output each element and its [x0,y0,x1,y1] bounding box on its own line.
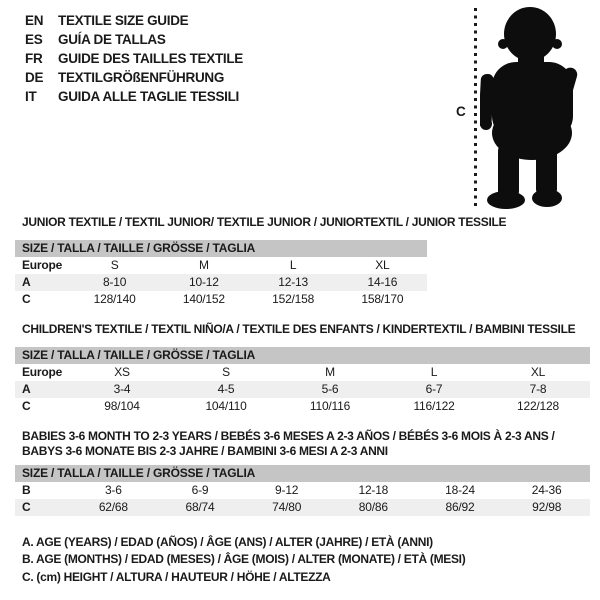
table-cell: 24-36 [531,483,562,497]
table-cell: S [222,365,230,379]
language-label: TEXTILGRÖßENFÜHRUNG [58,70,225,85]
table-cell: 104/110 [205,399,247,413]
junior-textile-table [15,215,507,308]
language-row [25,49,243,68]
babies-textile-table [15,429,590,516]
table-cell: 158/170 [361,292,404,306]
language-title-list [25,11,243,106]
row-label: C [22,500,31,514]
language-code: ES [25,32,43,47]
footnote: C. (cm) HEIGHT / ALTURA / HAUTEUR / HÖHE / ALTEZZA [22,569,331,584]
table-cell: 86/92 [445,500,475,514]
table-header-bar: SIZE / TALLA / TAILLE / GRÖSSE / TAGLIA [15,465,590,482]
footnote: B. AGE (MONTHS) / EDAD (MESES) / ÂGE (MOIS) / ALTER (MONATE) / ETÀ (MESI) [22,552,466,567]
table-title-line: BABYS 3-6 MONATE BIS 2-3 JAHRE / BAMBINI 3-6 MESI A 2-3 ANNI [22,444,388,458]
table-cell: XL [375,258,390,272]
table-cell: L [289,258,297,272]
table-cell: 3-4 [113,382,131,396]
table-row [15,398,590,415]
table-title-line: CHILDREN'S TEXTILE / TEXTIL NIÑO/A / TEXTILE DES ENFANTS / KINDERTEXTIL / BAMBINI TESSILE [22,322,576,336]
language-label: GUÍA DE TALLAS [58,32,166,47]
table-cell: XS [114,365,130,379]
row-label: Europe [22,365,63,379]
footnote: A. AGE (YEARS) / EDAD (AÑOS) / ÂGE (ANS) / ALTER (JAHRE) / ETÀ (ANNI) [22,535,433,549]
table-cell: L [430,365,438,379]
table-body [15,257,427,308]
row-label: A [22,382,31,396]
table-title [22,429,590,459]
table-title [22,215,507,230]
table-cell: 6-9 [191,483,209,497]
language-row [25,68,243,87]
language-label: GUIDA ALLE TAGLIE TESSILI [58,89,239,104]
language-code: FR [25,51,43,66]
table-body [15,364,590,415]
row-label: A [22,275,31,289]
table-cell: 6-7 [425,382,443,396]
language-code: DE [25,70,44,85]
table-cell: 12-13 [278,275,308,289]
table-cell: 80/86 [358,500,388,514]
table-row [15,274,427,291]
table-cell: 128/140 [93,292,136,306]
table-row [15,364,590,381]
language-label: GUIDE DES TAILLES TEXTILE [58,51,244,66]
table-cell: 122/128 [517,399,559,413]
row-label: B [22,483,31,497]
height-label-c: C [456,104,466,119]
language-code: IT [25,89,37,104]
table-cell: 140/152 [182,292,225,306]
table-title-line: JUNIOR TEXTILE / TEXTIL JUNIOR/ TEXTILE JUNIOR / JUNIORTEXTIL / JUNIOR TESSILE [22,215,507,229]
table-cell: 4-5 [217,382,235,396]
baby-silhouette [480,2,598,210]
language-row [25,11,243,30]
table-cell: M [198,258,209,272]
table-body [15,482,590,516]
table-header-bar: SIZE / TALLA / TAILLE / GRÖSSE / TAGLIA [15,240,427,257]
table-cell: 12-18 [358,483,389,497]
table-cell: 9-12 [275,483,299,497]
childrens-textile-table [15,322,590,415]
table-cell: 116/122 [413,399,455,413]
table-cell: M [325,365,335,379]
table-cell: 18-24 [445,483,475,497]
language-code: EN [25,13,44,28]
table-title-line: BABIES 3-6 MONTH TO 2-3 YEARS / BEBÉS 3-6 MESES A 2-3 AÑOS / BÉBÉS 3-6 MOIS À 2-3 ANS / [22,429,555,443]
table-row [15,257,427,274]
table-cell: 8-10 [103,275,127,289]
table-cell: 7-8 [529,382,547,396]
table-row [15,381,590,398]
row-label: C [22,399,31,413]
table-cell: S [110,258,119,272]
language-label: TEXTILE SIZE GUIDE [58,13,189,28]
table-row [15,482,590,499]
language-row [25,30,243,49]
table-cell: 10-12 [189,275,219,289]
table-cell: 92/98 [532,500,562,514]
table-cell: 98/104 [104,399,140,413]
table-cell: 110/116 [309,399,351,413]
table-cell: 5-6 [321,382,339,396]
table-title [22,322,590,337]
row-label: C [22,292,31,306]
table-cell: 152/158 [272,292,315,306]
table-cell: 3-6 [104,483,122,497]
language-row [25,87,243,106]
table-row [15,291,427,308]
table-row [15,499,590,516]
table-cell: 68/74 [185,500,215,514]
table-header-bar: SIZE / TALLA / TAILLE / GRÖSSE / TAGLIA [15,347,590,364]
baby-figure [448,0,600,212]
footnotes [22,534,465,586]
table-cell: 74/80 [272,500,302,514]
table-cell: 14-16 [367,275,398,289]
row-label: Europe [22,258,63,272]
height-dotted-line [474,8,477,206]
table-cell: XL [530,365,546,379]
table-cell: 62/68 [98,500,128,514]
